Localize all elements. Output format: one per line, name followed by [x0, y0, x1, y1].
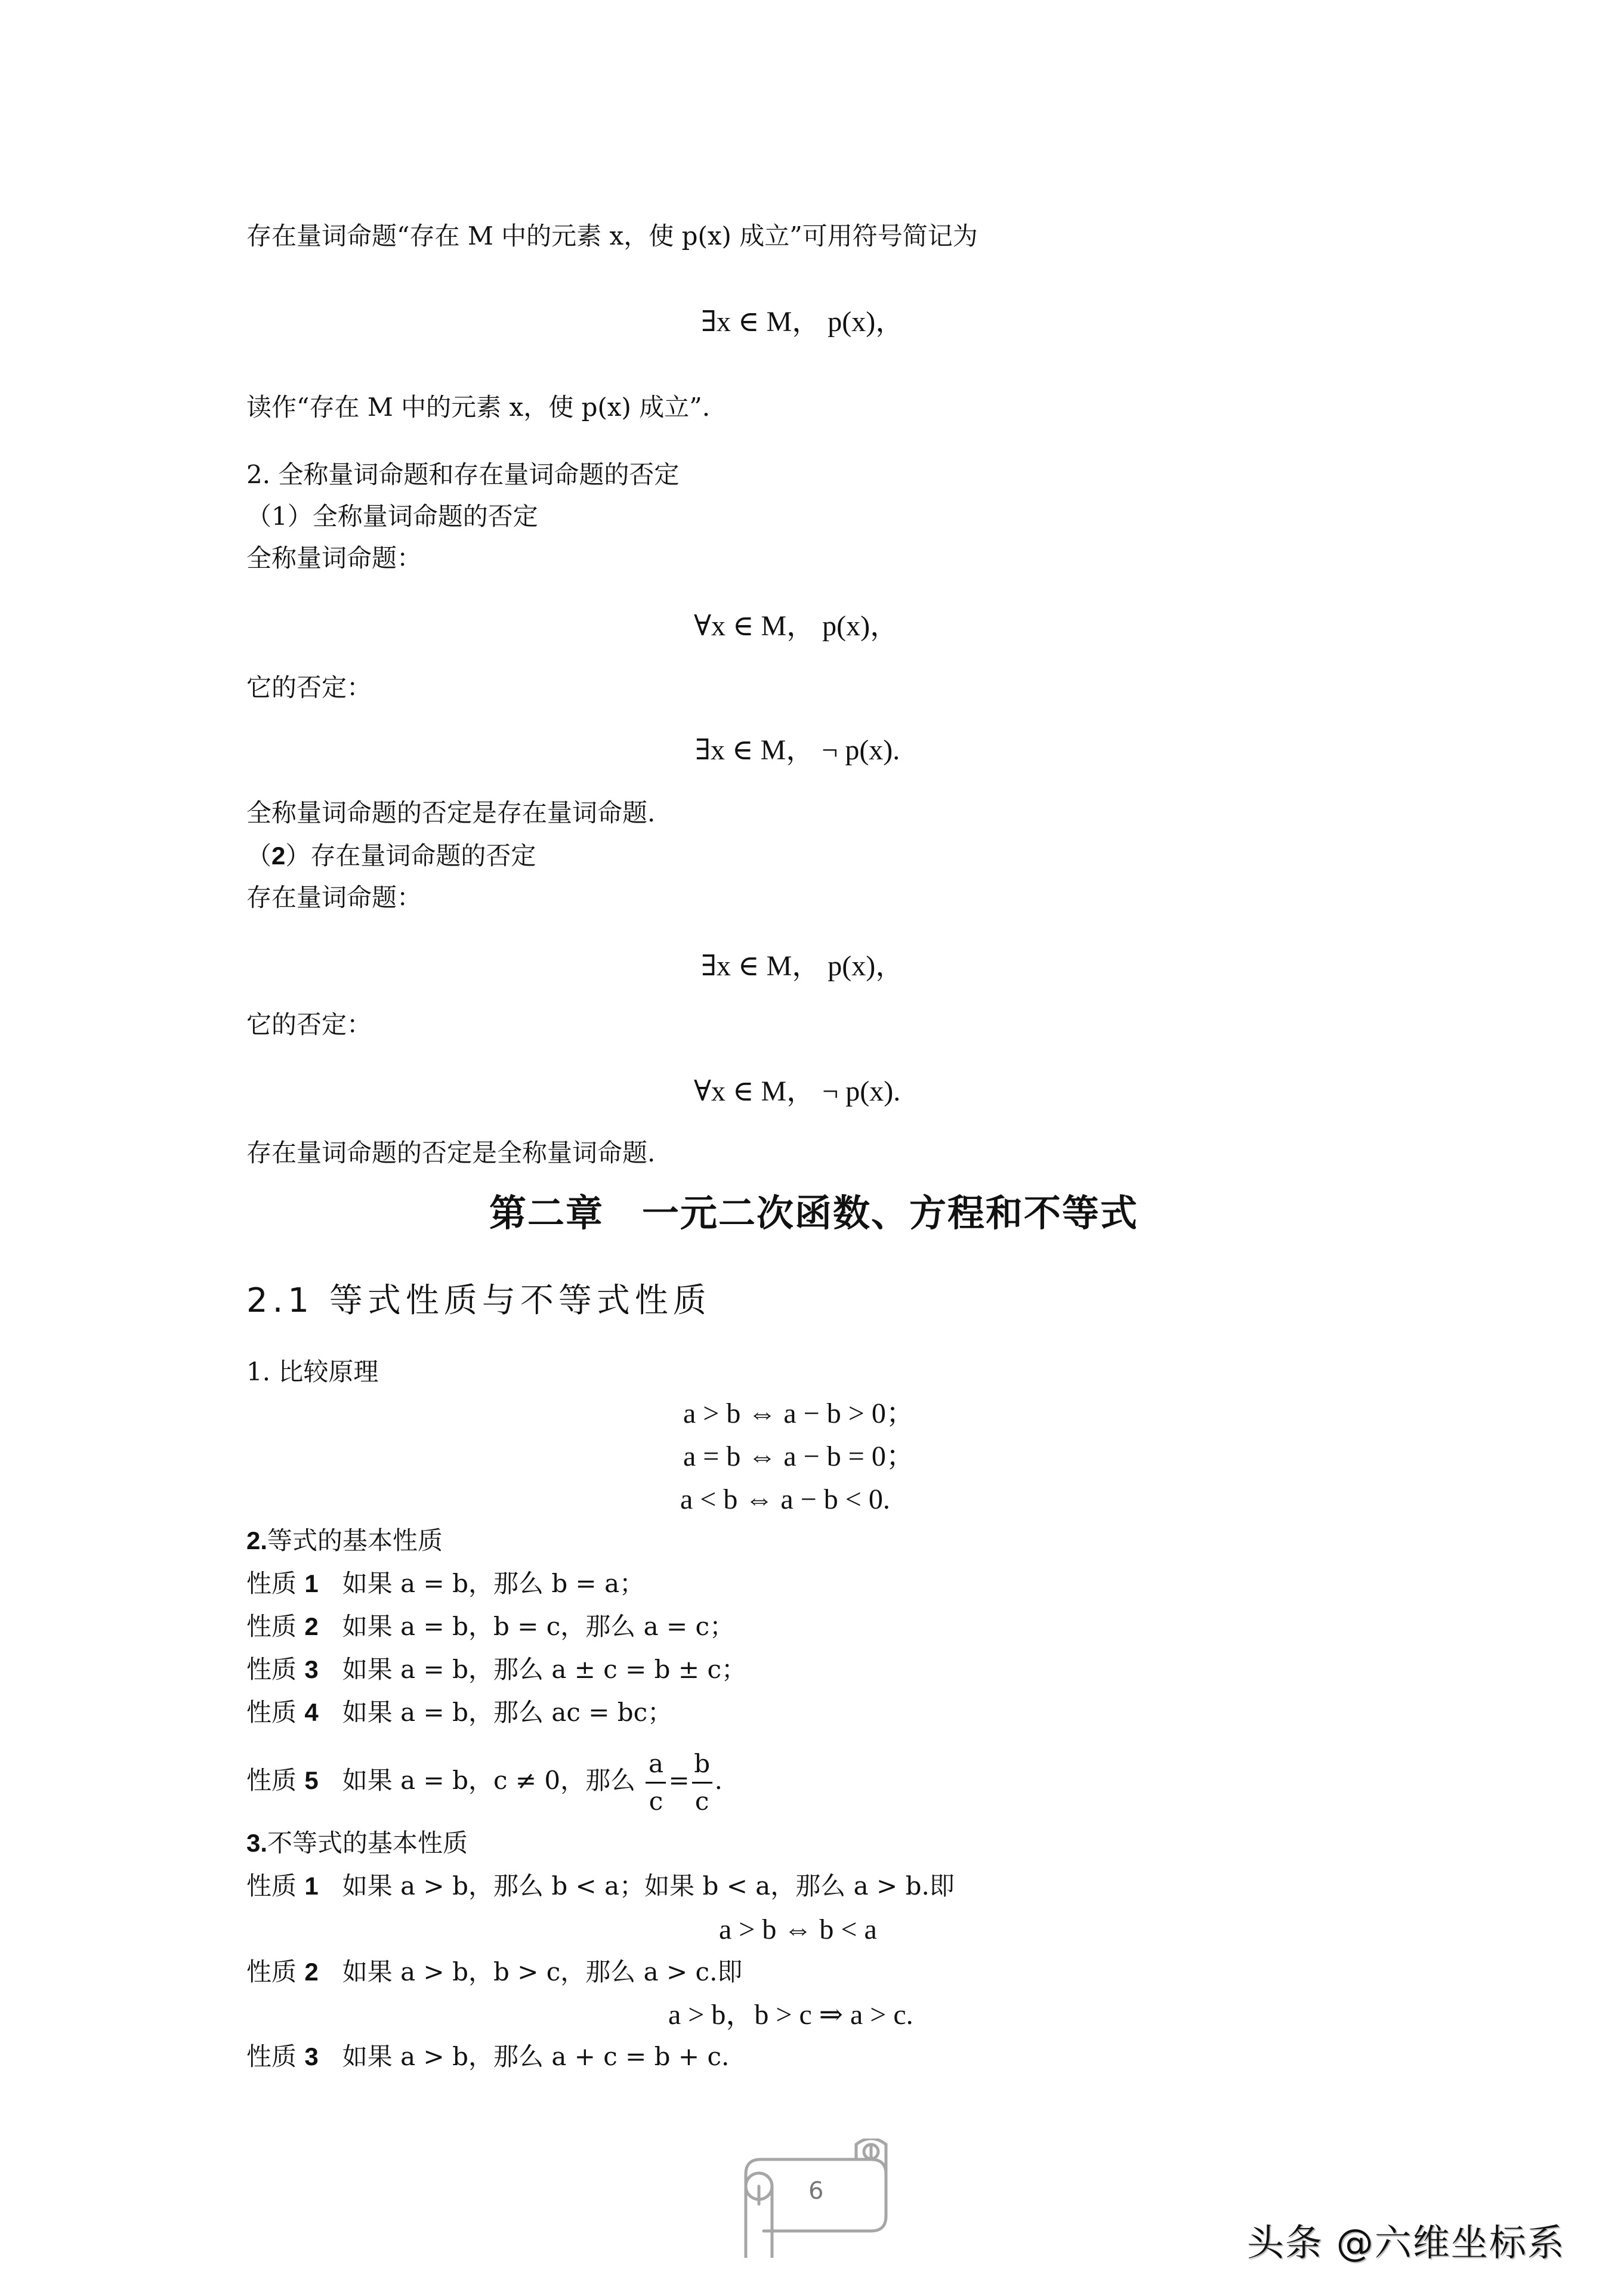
sub1-formula-prop: ∀x ∈ M， p(x)，	[694, 610, 899, 642]
sub2-formula-neg: ∀x ∈ M， ¬ p(x).	[694, 1076, 901, 1107]
equality-prop-1	[246, 1567, 644, 1600]
numerator: a	[648, 1748, 663, 1778]
existential-formula: ∃x ∈ M， p(x)，	[701, 306, 904, 338]
prop-num: 4	[304, 1698, 319, 1726]
prop-text: 如果 a = b，那么 ac = bc；	[342, 1698, 673, 1727]
sub1-label-prop: 全称量词命题：	[246, 543, 422, 573]
prop-num: 2	[304, 1958, 319, 1986]
equals-sign: =	[668, 1766, 690, 1795]
inequality-prop-1	[246, 1869, 955, 1903]
inequality-prop-3	[246, 2040, 729, 2073]
sub2-label-neg: 它的否定：	[246, 1010, 372, 1039]
sub1-label-neg: 它的否定：	[246, 673, 372, 702]
chapter-title: 第二章 一元二次函数、方程和不等式	[489, 1193, 1139, 1234]
existential-intro: 存在量词命题“存在 M 中的元素 x，使 p(x) 成立”可用符号简记为	[246, 221, 978, 251]
prop-label: 性质	[246, 1569, 297, 1598]
equality-prop-3	[246, 1653, 746, 1686]
inequality-heading	[246, 1827, 468, 1860]
sub2-title-open: （	[246, 841, 272, 870]
watermark: 头条 @六维坐标系	[1247, 2221, 1566, 2264]
sub2-conclusion: 存在量词命题的否定是全称量词命题.	[246, 1138, 656, 1167]
comparison-formula-3: a < b ⇔ a − b < 0.	[680, 1484, 890, 1515]
inequality-heading-num: 3.	[246, 1829, 268, 1857]
fraction-a-over-c	[646, 1746, 666, 1819]
equality-heading-num: 2.	[246, 1526, 268, 1555]
sub1-formula-neg: ∃x ∈ M， ¬ p(x).	[695, 734, 900, 766]
section-title: 2.1 等式性质与不等式性质	[246, 1281, 711, 1320]
inequality-prop-2	[246, 1955, 742, 1989]
sub2-title	[246, 839, 536, 873]
comparison-formula-2: a = b ⇔ a − b = 0；	[683, 1441, 915, 1472]
prop-num: 3	[304, 2042, 319, 2071]
equality-prop-2	[246, 1610, 734, 1643]
sub2-formula-prop: ∃x ∈ M， p(x)，	[701, 950, 904, 982]
prop-label: 性质	[246, 1655, 297, 1684]
sub2-label-prop: 存在量词命题：	[246, 883, 422, 912]
denominator: c	[694, 1786, 709, 1816]
period: .	[714, 1766, 723, 1795]
sub2-title-rest: ）存在量词命题的否定	[285, 841, 536, 870]
prop-text: 如果 a = b，那么 b = a；	[342, 1569, 645, 1598]
prop-num: 2	[304, 1612, 319, 1640]
sub1-title: （1）全称量词命题的否定	[246, 502, 538, 531]
prop-label: 性质	[246, 2042, 297, 2071]
prop-text: 如果 a = b，那么 a ± c = b ± c；	[342, 1655, 746, 1684]
prop-text: 如果 a = b，c ≠ 0，那么	[342, 1766, 636, 1795]
prop-num: 5	[304, 1766, 319, 1794]
numerator: b	[694, 1748, 711, 1778]
sub2-title-num: 2	[271, 842, 286, 870]
inequality-heading-text: 不等式的基本性质	[267, 1828, 468, 1858]
prop-num: 1	[304, 1872, 319, 1900]
prop-num: 3	[304, 1655, 319, 1683]
prop-label: 性质	[246, 1871, 297, 1901]
comparison-heading: 1. 比较原理	[246, 1357, 379, 1386]
equality-heading-text: 等式的基本性质	[267, 1526, 443, 1555]
negation-heading: 2. 全称量词命题和存在量词命题的否定	[246, 460, 680, 489]
prop-label: 性质	[246, 1957, 297, 1986]
sub1-conclusion: 全称量词命题的否定是存在量词命题.	[246, 798, 656, 827]
comparison-formula-1: a > b ⇔ a − b > 0；	[683, 1398, 915, 1429]
prop-num: 1	[304, 1569, 319, 1597]
prop-text: 如果 a > b，b > c，那么 a > c.即	[342, 1957, 743, 1986]
existential-read: 读作“存在 M 中的元素 x，使 p(x) 成立”.	[246, 393, 711, 422]
prop-label: 性质	[246, 1612, 297, 1641]
prop-label: 性质	[246, 1698, 297, 1727]
equality-prop-5	[246, 1742, 723, 1819]
denominator: c	[649, 1786, 663, 1816]
prop-text: 如果 a = b，b = c，那么 a = c；	[342, 1612, 735, 1641]
prop-text: 如果 a > b，那么 a + c = b + c.	[342, 2042, 730, 2071]
equality-heading	[246, 1524, 443, 1558]
equality-prop-4	[246, 1696, 672, 1729]
inequality-formula-1: a > b ⇔ b < a	[719, 1914, 877, 1945]
page-number: 6	[808, 2177, 824, 2205]
prop-label: 性质	[246, 1766, 297, 1795]
inequality-formula-2: a > b，b > c ⇒ a > c.	[668, 1999, 913, 2031]
fraction-b-over-c	[692, 1746, 712, 1819]
prop-text: 如果 a > b，那么 b < a；如果 b < a，那么 a > b.即	[342, 1871, 955, 1901]
